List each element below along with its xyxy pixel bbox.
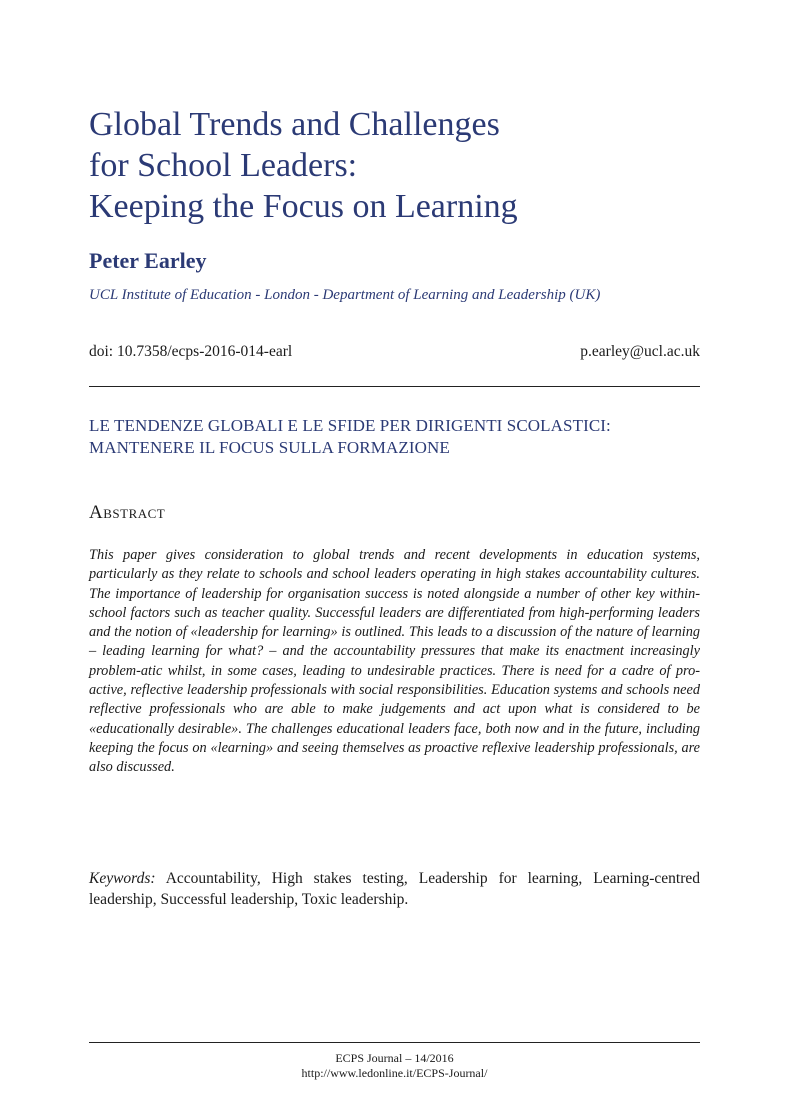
title-line: Global Trends and Challenges: [89, 106, 500, 143]
keywords-list: Accountability, High stakes testing, Leadership for learning, Learning-centred leadership, Successful leadership, Toxic leadership.: [89, 870, 700, 908]
title-line: for School Leaders:: [89, 147, 358, 184]
keywords: [89, 869, 700, 910]
italian-title-line: LE TENDENZE GLOBALI E LE SFIDE PER DIRIGENTI SCOLASTICI:: [89, 416, 611, 435]
top-divider: [89, 386, 700, 387]
footer-url[interactable]: http://www.ledonline.it/ECPS-Journal/: [301, 1066, 488, 1080]
paper-title: [89, 104, 709, 227]
author-affiliation: UCL Institute of Education - London - Department of Learning and Leadership (UK): [89, 287, 601, 303]
italian-title-line: MANTENERE IL FOCUS SULLA FORMAZIONE: [89, 438, 450, 457]
keywords-label: Keywords:: [89, 870, 156, 887]
author-name: Peter Earley: [89, 248, 207, 273]
abstract-heading: Abstract: [89, 502, 166, 523]
abstract-text: This paper gives consideration to global trends and recent developments in education systems, particularly as they relate to schools and school leaders operating in high stakes accountability cultures. The importance of leadership for organisation success is noted alongside a number of other key within-school factors such as teacher quality. Successful leaders are differentiated from high-performing leaders and the notion of «leadership for learning» is outlined. This leads to a discussion of the nature of learning – leading learning for what? – and the accountability pressures that make its enactment increasingly problem-atic whilst, in some cases, leading to undesirable practices. There is need for a cadre of pro-active, reflective leadership professionals with social responsibilities. Education systems and schools need reflective professionals who are able to make judgements and act upon what is considered to be «educationally desirable». The challenges educational leaders face, both now and in the future, including keeping the focus on «learning» and seeing themselves as proactive reflexive leadership professionals, are also discussed.: [89, 547, 700, 776]
footer-journal: ECPS Journal – 14/2016: [335, 1051, 454, 1065]
footer-divider: [89, 1042, 700, 1043]
italian-title: [89, 415, 709, 459]
doi-text: doi: 10.7358/ecps-2016-014-earl: [89, 343, 293, 360]
page-footer: [89, 1051, 700, 1081]
title-line: Keeping the Focus on Learning: [89, 188, 518, 225]
doi-email-row: [89, 343, 700, 361]
author-email[interactable]: p.earley@ucl.ac.uk: [580, 343, 700, 360]
